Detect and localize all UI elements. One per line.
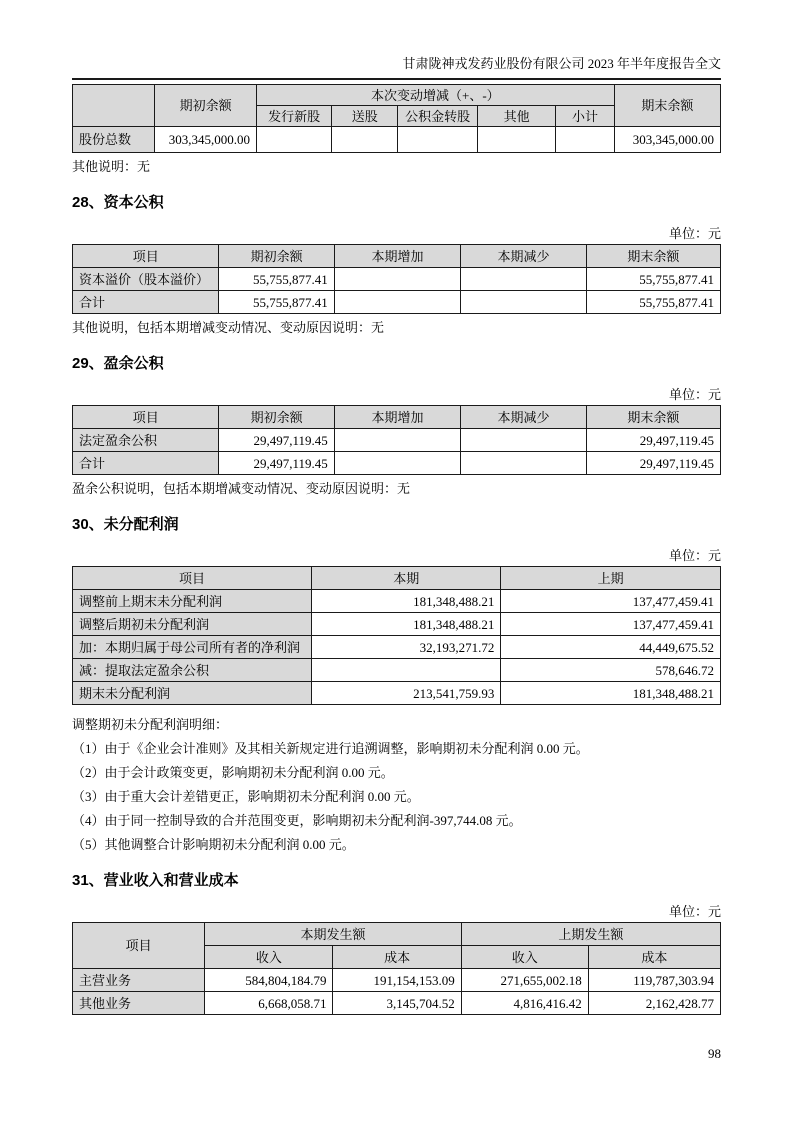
col-header-reserve-conversion: 公积金转股 bbox=[398, 106, 478, 127]
report-title: 甘肃陇神戎发药业股份有限公司 2023 年半年度报告全文 bbox=[402, 56, 721, 71]
increase-cell bbox=[334, 268, 460, 291]
col-header-prior-cost: 成本 bbox=[588, 946, 720, 969]
table-row bbox=[73, 969, 721, 992]
increase-cell bbox=[334, 291, 460, 314]
table-row bbox=[73, 682, 721, 705]
decrease-cell bbox=[461, 291, 587, 314]
current-cost-cell: 3,145,704.52 bbox=[333, 992, 461, 1015]
table-header-row-1 bbox=[73, 923, 721, 946]
col-header-bonus-shares: 送股 bbox=[332, 106, 398, 127]
col-header-prior-amount: 上期发生额 bbox=[461, 923, 720, 946]
share-data-row bbox=[73, 127, 721, 153]
prior-cost-cell: 119,787,303.94 bbox=[588, 969, 720, 992]
current-income-cell: 6,668,058.71 bbox=[205, 992, 333, 1015]
subtotal-cell bbox=[556, 127, 614, 153]
col-header-ending-balance: 期末余额 bbox=[586, 406, 720, 429]
row-label-cell: 调整前上期末未分配利润 bbox=[73, 590, 312, 613]
table-row bbox=[73, 429, 721, 452]
col-header-ending-balance: 期末余额 bbox=[614, 85, 720, 127]
table-row bbox=[73, 659, 721, 682]
col-header-current-cost: 成本 bbox=[333, 946, 461, 969]
beginning-balance-cell: 55,755,877.41 bbox=[219, 268, 334, 291]
share-total-table bbox=[72, 84, 721, 153]
table-row bbox=[73, 268, 721, 291]
col-header-beginning-balance: 期初余额 bbox=[219, 406, 334, 429]
decrease-cell bbox=[461, 268, 587, 291]
adjustment-detail-1: （1）由于《企业会计准则》及其相关新规定进行追溯调整，影响期初未分配利润 0.00 元。 bbox=[72, 741, 589, 756]
current-cost-cell: 191,154,153.09 bbox=[333, 969, 461, 992]
col-header-beginning-balance: 期初余额 bbox=[155, 85, 257, 127]
decrease-cell bbox=[461, 429, 587, 452]
col-header-prior-period: 上期 bbox=[501, 567, 721, 590]
current-period-cell: 32,193,271.72 bbox=[312, 636, 501, 659]
reserve-conversion-cell bbox=[398, 127, 478, 153]
col-header-item: 项目 bbox=[73, 245, 219, 268]
col-header-new-shares: 发行新股 bbox=[257, 106, 332, 127]
col-header-ending-balance: 期末余额 bbox=[586, 245, 720, 268]
ending-balance-cell: 55,755,877.41 bbox=[586, 291, 720, 314]
prior-income-cell: 4,816,416.42 bbox=[461, 992, 588, 1015]
share-table-note: 其他说明：无 bbox=[72, 159, 151, 174]
section-29-note: 盈余公积说明，包括本期增减变动情况、变动原因说明：无 bbox=[72, 481, 411, 496]
col-header-item: 项目 bbox=[73, 923, 205, 969]
col-header-beginning-balance: 期初余额 bbox=[219, 245, 334, 268]
col-header-current-amount: 本期发生额 bbox=[205, 923, 462, 946]
beginning-balance-cell: 55,755,877.41 bbox=[219, 291, 334, 314]
page-number: 98 bbox=[708, 1046, 721, 1061]
increase-cell bbox=[334, 429, 460, 452]
current-period-cell: 181,348,488.21 bbox=[312, 613, 501, 636]
table-row bbox=[73, 613, 721, 636]
table-header-row bbox=[73, 567, 721, 590]
beginning-balance-cell: 29,497,119.45 bbox=[219, 452, 334, 475]
row-label-cell: 资本溢价（股本溢价） bbox=[73, 268, 219, 291]
section-30-unit-label: 单位：元 bbox=[668, 548, 721, 563]
table-row bbox=[73, 590, 721, 613]
current-income-cell: 584,804,184.79 bbox=[205, 969, 333, 992]
other-cell bbox=[477, 127, 555, 153]
table-total-row bbox=[73, 452, 721, 475]
adjustment-detail-heading: 调整期初未分配利润明细： bbox=[72, 717, 229, 732]
surplus-reserve-table bbox=[72, 405, 721, 475]
col-header-prior-income: 收入 bbox=[461, 946, 588, 969]
col-header-current-period: 本期 bbox=[312, 567, 501, 590]
current-period-cell: 213,541,759.93 bbox=[312, 682, 501, 705]
ending-balance-cell: 29,497,119.45 bbox=[586, 452, 720, 475]
section-29-heading: 29、盈余公积 bbox=[72, 355, 164, 372]
adjustment-detail-4: （4）由于同一控制导致的合并范围变更，影响期初未分配利润-397,744.08 元。 bbox=[72, 813, 522, 828]
corner-cell bbox=[73, 85, 155, 127]
col-header-change: 本次变动增减（+、-） bbox=[257, 85, 615, 106]
col-header-increase: 本期增加 bbox=[334, 245, 460, 268]
table-row bbox=[73, 992, 721, 1015]
prior-period-cell: 181,348,488.21 bbox=[501, 682, 721, 705]
table-header-row bbox=[73, 245, 721, 268]
prior-cost-cell: 2,162,428.77 bbox=[588, 992, 720, 1015]
prior-period-cell: 578,646.72 bbox=[501, 659, 721, 682]
prior-period-cell: 44,449,675.52 bbox=[501, 636, 721, 659]
col-header-increase: 本期增加 bbox=[334, 406, 460, 429]
section-29-unit-label: 单位：元 bbox=[668, 387, 721, 402]
capital-reserve-table bbox=[72, 244, 721, 314]
bonus-shares-cell bbox=[332, 127, 398, 153]
share-header-row-1 bbox=[73, 85, 721, 106]
col-header-current-income: 收入 bbox=[205, 946, 333, 969]
table-total-row bbox=[73, 291, 721, 314]
col-header-other: 其他 bbox=[477, 106, 555, 127]
ending-balance-cell: 29,497,119.45 bbox=[586, 429, 720, 452]
section-28-note: 其他说明，包括本期增减变动情况、变动原因说明：无 bbox=[72, 320, 385, 335]
row-label-cell: 调整后期初未分配利润 bbox=[73, 613, 312, 636]
row-label-cell: 主营业务 bbox=[73, 969, 205, 992]
section-28-heading: 28、资本公积 bbox=[72, 194, 164, 211]
col-header-item: 项目 bbox=[73, 567, 312, 590]
row-label-cell: 期末未分配利润 bbox=[73, 682, 312, 705]
adjustment-detail-2: （2）由于会计政策变更，影响期初未分配利润 0.00 元。 bbox=[72, 765, 394, 780]
current-period-cell: 181,348,488.21 bbox=[312, 590, 501, 613]
table-row bbox=[73, 636, 721, 659]
row-label-cell: 加：本期归属于母公司所有者的净利润 bbox=[73, 636, 312, 659]
current-period-cell bbox=[312, 659, 501, 682]
row-label-cell: 其他业务 bbox=[73, 992, 205, 1015]
section-31-unit-label: 单位：元 bbox=[668, 904, 721, 919]
prior-period-cell: 137,477,459.41 bbox=[501, 590, 721, 613]
decrease-cell bbox=[461, 452, 587, 475]
col-header-subtotal: 小计 bbox=[556, 106, 614, 127]
col-header-decrease: 本期减少 bbox=[461, 406, 587, 429]
row-label-cell: 减：提取法定盈余公积 bbox=[73, 659, 312, 682]
section-28-unit-label: 单位：元 bbox=[668, 226, 721, 241]
new-shares-cell bbox=[257, 127, 332, 153]
adjustment-detail-5: （5）其他调整合计影响期初未分配利润 0.00 元。 bbox=[72, 837, 355, 852]
prior-period-cell: 137,477,459.41 bbox=[501, 613, 721, 636]
col-header-decrease: 本期减少 bbox=[461, 245, 587, 268]
section-31-heading: 31、营业收入和营业成本 bbox=[72, 872, 239, 889]
ending-balance-cell: 55,755,877.41 bbox=[586, 268, 720, 291]
row-label-cell: 合计 bbox=[73, 452, 219, 475]
increase-cell bbox=[334, 452, 460, 475]
row-label-cell: 合计 bbox=[73, 291, 219, 314]
undistributed-profit-table bbox=[72, 566, 721, 705]
col-header-item: 项目 bbox=[73, 406, 219, 429]
ending-balance-cell: 303,345,000.00 bbox=[614, 127, 720, 153]
beginning-balance-cell: 303,345,000.00 bbox=[155, 127, 257, 153]
revenue-cost-table bbox=[72, 922, 721, 1015]
page-header bbox=[72, 56, 721, 80]
row-label-cell: 法定盈余公积 bbox=[73, 429, 219, 452]
prior-income-cell: 271,655,002.18 bbox=[461, 969, 588, 992]
beginning-balance-cell: 29,497,119.45 bbox=[219, 429, 334, 452]
adjustment-detail-3: （3）由于重大会计差错更正，影响期初未分配利润 0.00 元。 bbox=[72, 789, 420, 804]
section-30-heading: 30、未分配利润 bbox=[72, 516, 179, 533]
table-header-row bbox=[73, 406, 721, 429]
row-label-cell: 股份总数 bbox=[73, 127, 155, 153]
